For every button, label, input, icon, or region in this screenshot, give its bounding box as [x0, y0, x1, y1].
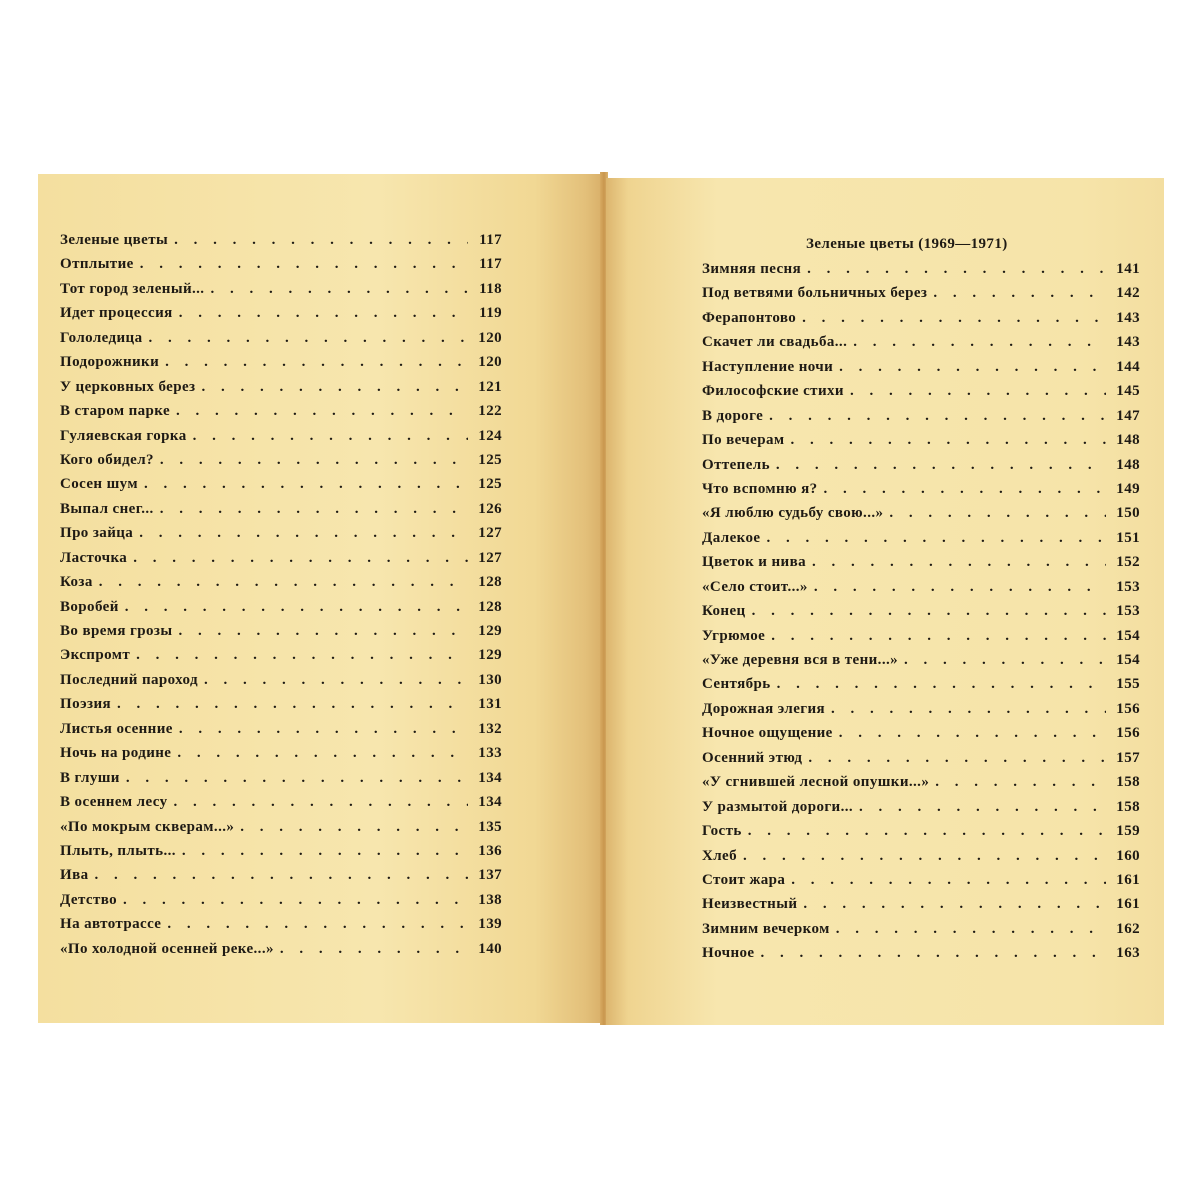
toc-entry-title: Экспромт [60, 647, 131, 664]
toc-entry [702, 481, 1140, 505]
toc-entry [60, 305, 502, 329]
toc-entry [702, 799, 1140, 823]
toc-entry [702, 334, 1140, 358]
toc-entry-title: Под ветвями больничных берез [702, 285, 928, 302]
toc-entry-page: 129 [478, 623, 502, 639]
toc-entry [702, 457, 1140, 481]
toc-entry [60, 599, 502, 623]
toc-entry-page: 130 [478, 671, 502, 688]
dot-leader [178, 623, 468, 640]
toc-entry [60, 574, 502, 598]
toc-entry-page: 127 [478, 525, 502, 542]
dot-leader [179, 721, 468, 738]
toc-entry-title: Ночное [702, 945, 755, 962]
toc-entry-title: Детство [60, 891, 118, 908]
toc-entry-title: Зимним вечерком [702, 920, 830, 937]
dot-leader [136, 647, 468, 664]
toc-entry [702, 848, 1140, 872]
toc-entry-page: 157 [1116, 749, 1140, 766]
toc-entry-page: 160 [1116, 847, 1140, 864]
toc-entry-title: Что вспомню я? [702, 480, 818, 497]
dot-leader [167, 916, 468, 933]
toc-entry-page: 163 [1116, 945, 1140, 962]
toc-entry-title: «По мокрым скверам...» [60, 818, 235, 835]
dot-leader [824, 481, 1106, 498]
toc-entry-page: 140 [478, 940, 502, 957]
toc-entry-page: 141 [1116, 261, 1140, 277]
toc-entry-title: В осеннем лесу [60, 794, 168, 811]
toc-entry-title: Плыть, плыть... [60, 842, 176, 859]
dot-leader [771, 628, 1106, 645]
toc-entry [60, 696, 502, 720]
dot-leader [904, 652, 1106, 669]
toc-entry [60, 623, 502, 647]
toc-entry-title: Сосен шум [60, 476, 139, 493]
toc-entry-title: Отплытие [60, 256, 134, 273]
toc-entry-title: Философские стихи [702, 383, 844, 400]
dot-leader [808, 750, 1106, 767]
toc-entry-title: Скачет ли свадьба... [702, 334, 848, 351]
toc-entry-title: Тот город зеленый... [60, 280, 205, 297]
toc-entry-page: 153 [1116, 578, 1140, 595]
toc-entry [60, 647, 502, 671]
dot-leader [802, 310, 1106, 327]
toc-entry [60, 256, 502, 280]
toc-entry-page: 118 [479, 280, 502, 297]
toc-entry-title: Коза [60, 574, 93, 591]
toc-entry-page: 127 [478, 549, 502, 566]
dot-leader [935, 774, 1106, 791]
toc-entry-page: 120 [478, 354, 502, 371]
toc-entry-title: Неизвестный [702, 896, 798, 913]
dot-leader [160, 452, 468, 469]
dot-leader [933, 285, 1106, 302]
toc-entry-page: 117 [479, 232, 502, 248]
toc-entry [60, 941, 502, 965]
dot-leader [144, 476, 468, 493]
toc-entry [702, 261, 1140, 285]
toc-entry-page: 129 [478, 647, 502, 664]
toc-entry [702, 896, 1140, 920]
toc-entry-page: 125 [478, 476, 502, 493]
toc-entry [702, 432, 1140, 456]
dot-leader [240, 819, 468, 836]
dot-leader [831, 701, 1106, 718]
toc-entry-title: Ферапонтово [702, 309, 797, 326]
section-title: Зеленые цветы (1969—1971) [806, 236, 1008, 252]
toc-entry-page: 158 [1116, 774, 1140, 791]
dot-leader [752, 603, 1106, 620]
toc-entry [702, 676, 1140, 700]
toc-entry-title: Ласточка [60, 549, 128, 566]
toc-entry-title: Зимняя песня [702, 261, 802, 277]
dot-leader [807, 261, 1106, 278]
toc-entry [60, 428, 502, 452]
dot-leader [133, 550, 468, 567]
toc-entry-title: Последний пароход [60, 671, 198, 688]
toc-entry-title: Сентябрь [702, 676, 771, 693]
toc-entry-title: В старом парке [60, 403, 170, 420]
dot-leader [859, 799, 1106, 816]
toc-entry-page: 156 [1116, 725, 1140, 742]
toc-entry-page: 119 [479, 305, 502, 322]
toc-entry [60, 794, 502, 818]
toc-entry-title: Воробей [60, 598, 119, 615]
toc-entry [702, 505, 1140, 529]
dot-leader [174, 232, 468, 249]
right-page [606, 178, 1164, 1025]
toc-entry [702, 383, 1140, 407]
dot-leader [766, 530, 1106, 547]
toc-entry-page: 139 [478, 916, 502, 933]
toc-entry [60, 550, 502, 574]
toc-entry-page: 142 [1116, 285, 1140, 302]
dot-leader [149, 330, 469, 347]
toc-entry-page: 132 [478, 720, 502, 737]
dot-leader [160, 501, 468, 518]
toc-entry-title: Зеленые цветы [60, 232, 169, 248]
dot-leader [126, 770, 468, 787]
toc-entry-page: 150 [1116, 505, 1140, 522]
toc-entry [702, 554, 1140, 578]
toc-entry-page: 134 [478, 794, 502, 811]
dot-leader [139, 525, 468, 542]
toc-entry-page: 148 [1116, 456, 1140, 473]
dot-leader [769, 408, 1106, 425]
toc-entry-title: В глуши [60, 769, 120, 786]
toc-entry [702, 408, 1140, 432]
dot-leader [204, 672, 468, 689]
toc-entry-title: Наступление ночи [702, 358, 834, 375]
toc-entry [60, 501, 502, 525]
toc-entry [702, 579, 1140, 603]
toc-entry-title: «По холодной осенней реке...» [60, 940, 274, 957]
toc-entry-title: Листья осенние [60, 720, 173, 737]
toc-entry-title: Выпал снег... [60, 500, 154, 517]
toc-entry-title: Гуляевская горка [60, 427, 187, 444]
toc-entry-title: «Уже деревня вся в тени...» [702, 652, 899, 668]
toc-entry-title: У церковных берез [60, 378, 196, 395]
toc-entry [702, 872, 1140, 896]
dot-leader [803, 896, 1106, 913]
toc-entry-title: Поэзия [60, 696, 112, 713]
toc-entry-page: 143 [1116, 309, 1140, 326]
dot-leader [280, 941, 468, 958]
toc-entry [702, 774, 1140, 798]
toc-entry-title: Стоит жара [702, 871, 786, 888]
toc-entry-title: Ночное ощущение [702, 725, 833, 742]
dot-leader [177, 745, 468, 762]
toc-entry-page: 145 [1116, 383, 1140, 400]
toc-entry-title: «Я люблю судьбу свою...» [702, 505, 884, 522]
dot-leader [125, 599, 468, 616]
toc-entry [60, 819, 502, 843]
toc-entry [702, 310, 1140, 334]
toc-entry-title: Гость [702, 823, 742, 840]
toc-entry-page: 162 [1116, 920, 1140, 937]
toc-entry-page: 117 [479, 256, 502, 273]
right-toc-list [702, 261, 1140, 970]
dot-leader [117, 696, 468, 713]
toc-entry-title: Гололедица [60, 329, 143, 346]
toc-entry-title: Про зайца [60, 525, 134, 542]
toc-entry-page: 154 [1116, 652, 1140, 668]
toc-entry [60, 525, 502, 549]
toc-entry-page: 122 [478, 403, 502, 420]
toc-entry [702, 603, 1140, 627]
dot-leader [99, 574, 468, 591]
toc-entry [60, 721, 502, 745]
toc-entry [60, 330, 502, 354]
toc-entry [60, 232, 502, 256]
toc-entry [60, 476, 502, 500]
toc-entry-title: Конец [702, 603, 746, 620]
toc-entry-page: 148 [1116, 432, 1140, 449]
toc-entry-page: 155 [1116, 676, 1140, 693]
toc-entry-page: 136 [478, 842, 502, 859]
toc-entry-page: 133 [478, 745, 502, 762]
toc-entry [60, 867, 502, 891]
toc-entry-title: Подорожники [60, 354, 160, 371]
toc-entry [702, 285, 1140, 309]
toc-entry-title: Идет процессия [60, 305, 173, 322]
toc-entry [702, 921, 1140, 945]
toc-entry-title: По вечерам [702, 432, 785, 449]
toc-entry-page: 143 [1116, 334, 1140, 351]
toc-entry [60, 770, 502, 794]
dot-leader [140, 256, 468, 273]
toc-entry-page: 121 [478, 378, 502, 395]
toc-entry-page: 149 [1116, 480, 1140, 497]
toc-entry-title: Во время грозы [60, 623, 173, 639]
toc-entry [60, 379, 502, 403]
toc-entry-title: «Село стоит...» [702, 578, 808, 595]
toc-entry-title: Далекое [702, 529, 761, 546]
toc-entry-title: Хлеб [702, 847, 738, 864]
dot-leader [814, 579, 1106, 596]
toc-entry [60, 672, 502, 696]
toc-entry-page: 159 [1116, 823, 1140, 840]
toc-entry-page: 147 [1116, 407, 1140, 424]
dot-leader [123, 892, 468, 909]
dot-leader [743, 848, 1106, 865]
dot-leader [791, 872, 1106, 889]
toc-entry-title: У размытой дороги... [702, 798, 854, 815]
toc-entry-title: На автотрассе [60, 916, 162, 933]
toc-entry-title: Ночь на родине [60, 745, 172, 762]
dot-leader [176, 403, 468, 420]
toc-entry-page: 120 [478, 329, 502, 346]
toc-entry [702, 652, 1140, 676]
dot-leader [165, 354, 468, 371]
dot-leader [839, 725, 1106, 742]
dot-leader [790, 432, 1106, 449]
dot-leader [777, 676, 1106, 693]
dot-leader [201, 379, 468, 396]
dot-leader [776, 457, 1106, 474]
left-toc-list [60, 232, 502, 965]
toc-entry [702, 359, 1140, 383]
toc-entry [60, 452, 502, 476]
toc-entry [60, 892, 502, 916]
toc-entry-title: «У сгнившей лесной опушки...» [702, 774, 930, 791]
toc-entry-page: 151 [1116, 529, 1140, 546]
toc-entry-page: 138 [478, 891, 502, 908]
dot-leader [760, 945, 1106, 962]
toc-entry [60, 843, 502, 867]
toc-entry-page: 156 [1116, 700, 1140, 717]
dot-leader [748, 823, 1106, 840]
dot-leader [889, 505, 1106, 522]
toc-entry [60, 916, 502, 940]
dot-leader [853, 334, 1106, 351]
toc-entry-page: 153 [1116, 603, 1140, 620]
toc-entry-page: 128 [478, 598, 502, 615]
toc-entry [702, 750, 1140, 774]
dot-leader [94, 867, 468, 884]
toc-entry-page: 135 [478, 818, 502, 835]
toc-entry-page: 137 [478, 867, 502, 884]
dot-leader [839, 359, 1106, 376]
toc-entry [60, 745, 502, 769]
toc-entry [702, 701, 1140, 725]
toc-entry [702, 725, 1140, 749]
dot-leader [812, 554, 1106, 571]
toc-entry-title: Ива [60, 867, 89, 884]
toc-entry-page: 128 [478, 574, 502, 591]
toc-entry-page: 158 [1116, 798, 1140, 815]
toc-entry-page: 126 [478, 500, 502, 517]
dot-leader [173, 794, 468, 811]
toc-entry-page: 144 [1116, 358, 1140, 375]
toc-entry-title: Кого обидел? [60, 451, 154, 468]
dot-leader [179, 305, 468, 322]
toc-entry [60, 403, 502, 427]
toc-entry-page: 152 [1116, 554, 1140, 571]
toc-entry-page: 125 [478, 451, 502, 468]
toc-entry-title: Цветок и нива [702, 554, 806, 571]
toc-entry-page: 161 [1116, 871, 1140, 888]
toc-entry-page: 161 [1116, 896, 1140, 913]
toc-entry-title: Угрюмое [702, 627, 766, 644]
toc-entry-page: 134 [478, 769, 502, 786]
toc-entry-title: В дороге [702, 407, 764, 424]
dot-leader [836, 921, 1106, 938]
toc-entry [702, 628, 1140, 652]
toc-entry-page: 154 [1116, 627, 1140, 644]
dot-leader [193, 428, 468, 445]
toc-entry-page: 131 [478, 696, 502, 713]
toc-entry [702, 823, 1140, 847]
left-page [38, 174, 602, 1023]
dot-leader [210, 281, 468, 298]
toc-entry [60, 354, 502, 378]
toc-entry-page: 124 [478, 427, 502, 444]
dot-leader [850, 383, 1106, 400]
toc-entry-title: Оттепель [702, 456, 770, 473]
toc-entry [60, 281, 502, 305]
toc-entry [702, 945, 1140, 969]
dot-leader [182, 843, 468, 860]
book-spread [38, 172, 1164, 1025]
toc-entry [702, 530, 1140, 554]
toc-entry-title: Дорожная элегия [702, 700, 826, 717]
toc-entry-title: Осенний этюд [702, 749, 803, 766]
